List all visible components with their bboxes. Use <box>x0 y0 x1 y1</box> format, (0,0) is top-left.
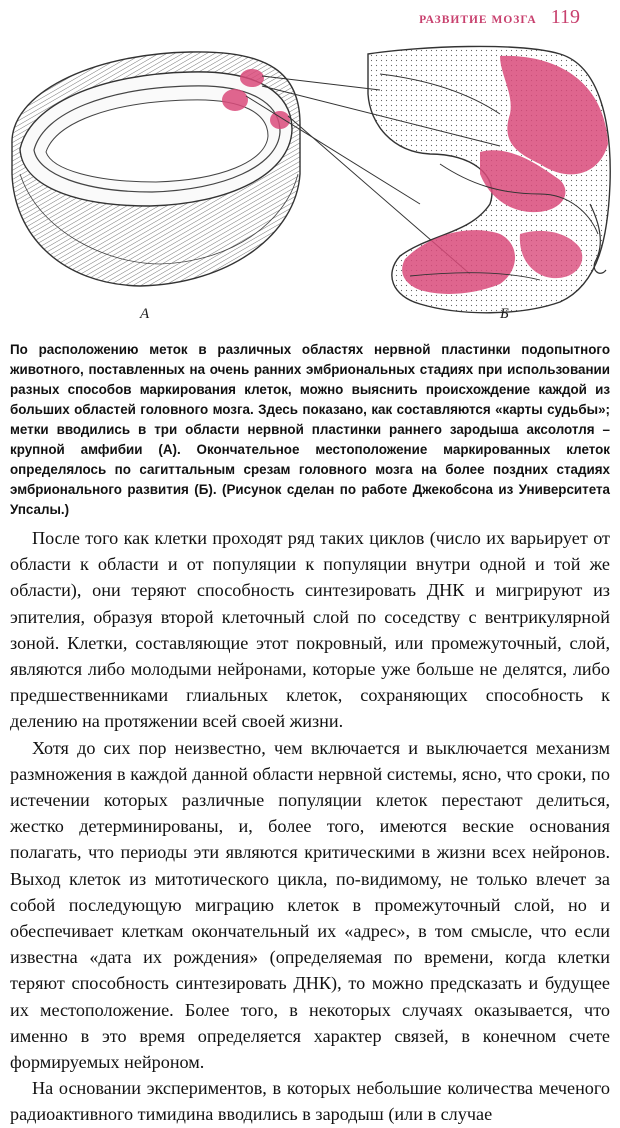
mark-a1 <box>240 69 264 87</box>
figure-caption: По расположению меток в различных областях нервной пластинки подопытного животного, поставленных на очень ранних эмбриональных стадиях при использовании разных способов маркирования клеток, можно выяснить происхождение каждой из больших областей головного мозга. Здесь показано, как составляются «карты судьбы»; метки вводились в три области нервной пластинки раннего зародыша аксолотля – крупной амфибии (А). Окончательное местоположение маркированных клеток определялось по сагиттальным срезам головного мозга на более поздних стадиях эмбрионального развития (Б). (Рисунок сделан по работе Джекобсона из Университета Упсалы.) <box>10 342 610 517</box>
panel-a-embryo <box>12 52 300 286</box>
running-head <box>419 6 580 29</box>
figure <box>0 34 620 334</box>
mark-a2 <box>222 89 248 111</box>
page-number: 119 <box>550 6 580 28</box>
mark-a3 <box>270 111 290 129</box>
panel-b-label: Б <box>500 306 509 322</box>
figure-illustration <box>0 34 620 334</box>
paragraph-3: На основании экспериментов, в которых небольшие количества меченого радиоактивного тимидина вводились в зародыш (или в случае <box>10 1078 610 1125</box>
panel-a-label: А <box>140 306 150 322</box>
panel-b-brain-section <box>368 46 610 312</box>
paragraph-1: После того как клетки проходят ряд таких циклов (число их варьирует от области к области и от популяции к популяции внутри одной и той же области), они теряют способность синтезировать ДНК и мигрируют из эпителия, образуя второй клеточный слой по соседству с вентрикулярной зоной. Клетки, составляющие этот покровный, или промежуточный, слой, являются либо молодыми нейронами, которые уже больше не делятся, либо предшественниками глиальных клеток, сохраняющих способность к делению на протяжении всей своей жизни. <box>10 528 610 732</box>
running-head-title: РАЗВИТИЕ МОЗГА <box>419 14 537 26</box>
body-text <box>10 525 610 1128</box>
mark-b-hindbrain <box>402 230 515 294</box>
paragraph-2: Хотя до сих пор неизвестно, чем включается и выключается механизм размножения в каждой данной области нервной системы, ясно, что сроки, по истечении которых различные популяции клеток перестают делиться, жестко детерминированы, и, более того, имеются веские основания полагать, что периоды эти являются критическими в жизни всех нейронов. Выход клеток из митотического цикла, по-видимому, не только влечет за собой последующую миграцию клеток в промежуточный слой, но и обеспечивает клеткам окончательный их «адрес», в том смысле, что если известна «дата их рождения» (определяемая по времени, когда клетки теряют способность синтезировать ДНК), то можно предсказать и будущее их местоположение. Более того, в некоторых случаях оказывается, что именно в это время определяется характер связей, в конечном счете формируемых нейроном. <box>10 737 610 1073</box>
